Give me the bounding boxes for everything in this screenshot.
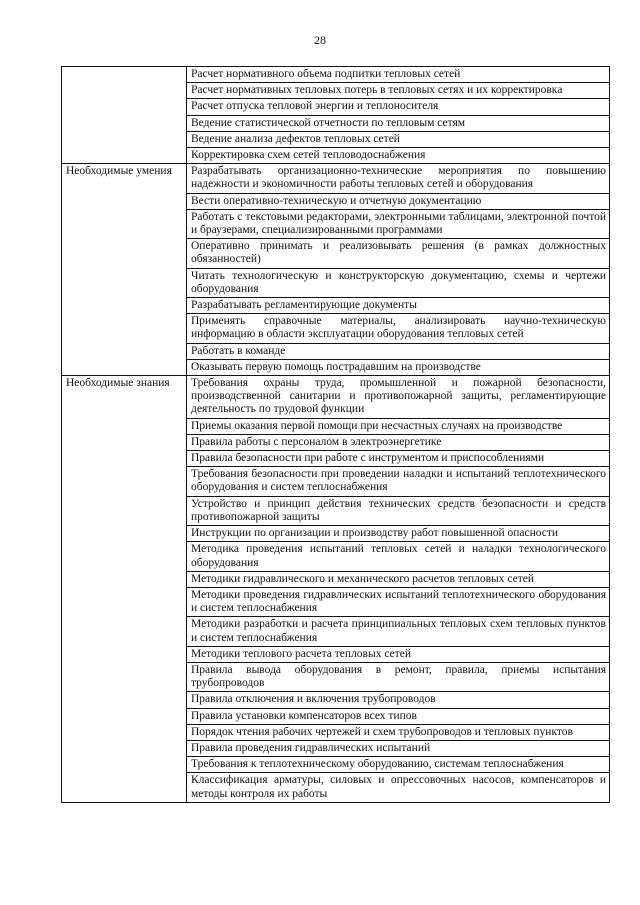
requirement-item: Работать с текстовыми редакторами, электронными таблицами, электронной почтой и браузерами, специализированными программами: [187, 209, 610, 238]
section-label: Необходимые умения: [62, 164, 187, 376]
requirement-item: Ведение анализа дефектов тепловых сетей: [187, 131, 610, 147]
requirement-item: Методики проведения гидравлических испытаний теплотехнического оборудования и систем теплоснабжения: [187, 587, 610, 616]
table-body: [62, 67, 610, 803]
requirement-item: Требования к теплотехническому оборудованию, системам теплоснабжения: [187, 757, 610, 773]
requirement-item: Правила работы с персоналом в электроэнергетике: [187, 434, 610, 450]
requirement-item: Методики разработки и расчета принципиальных тепловых схем тепловых пунктов и систем теплоснабжения: [187, 617, 610, 646]
requirement-item: Расчет отпуска тепловой энергии и теплоносителя: [187, 99, 610, 115]
requirement-item: Разрабатывать регламентирующие документы: [187, 298, 610, 314]
requirement-item: Правила установки компенсаторов всех типов: [187, 708, 610, 724]
requirement-item: Методики гидравлического и механического расчетов тепловых сетей: [187, 571, 610, 587]
requirement-item: Оказывать первую помощь пострадавшим на производстве: [187, 359, 610, 375]
requirement-item: Методика проведения испытаний тепловых сетей и наладки технологического оборудования: [187, 542, 610, 571]
requirement-item: Правила проведения гидравлических испытаний: [187, 740, 610, 756]
requirement-item: Приемы оказания первой помощи при несчастных случаях на производстве: [187, 418, 610, 434]
requirement-item: Правила безопасности при работе с инструментом и приспособлениями: [187, 451, 610, 467]
requirement-item: Оперативно принимать и реализовывать решения (в рамках должностных обязанностей): [187, 239, 610, 268]
requirement-item: Корректировка схем сетей тепловодоснабжения: [187, 148, 610, 164]
requirement-item: Вести оперативно-техническую и отчетную документацию: [187, 193, 610, 209]
table-row: [62, 376, 610, 419]
requirement-item: Разрабатывать организационно-технические мероприятия по повышению надежности и экономичности работы тепловых сетей и оборудования: [187, 164, 610, 193]
requirement-item: Правила вывода оборудования в ремонт, правила, приемы испытания трубопроводов: [187, 662, 610, 691]
requirement-item: Требования охраны труда, промышленной и пожарной безопасности, производственной санитарии и противопожарной защиты, регламентирующие деятельность по трудовой функции: [187, 376, 610, 419]
requirement-item: Методики теплового расчета тепловых сетей: [187, 646, 610, 662]
requirement-item: Ведение статистической отчетности по тепловым сетям: [187, 115, 610, 131]
requirement-item: Расчет нормативных тепловых потерь в тепловых сетях и их корректировка: [187, 83, 610, 99]
page-number: 28: [314, 33, 326, 47]
section-label: Необходимые знания: [62, 376, 187, 803]
requirement-item: Порядок чтения рабочих чертежей и схем трубопроводов и тепловых пунктов: [187, 724, 610, 740]
section-label: [62, 67, 187, 164]
requirement-item: Применять справочные материалы, анализировать научно-техническую информацию в области эксплуатации оборудования тепловых сетей: [187, 314, 610, 343]
table-row: [62, 67, 610, 83]
requirement-item: Расчет нормативного объема подпитки тепловых сетей: [187, 67, 610, 83]
requirement-item: Классификация арматуры, силовых и опрессовочных насосов, компенсаторов и методы контроля их работы: [187, 773, 610, 802]
requirement-item: Правила отключения и включения трубопроводов: [187, 692, 610, 708]
requirement-item: Работать в команде: [187, 343, 610, 359]
requirement-item: Читать технологическую и конструкторскую документацию, схемы и чертежи оборудования: [187, 268, 610, 297]
requirement-item: Требования безопасности при проведении наладки и испытаний теплотехнического оборудования и систем теплоснабжения: [187, 467, 610, 496]
requirement-item: Устройство и принцип действия технических средств безопасности и средств противопожарной защиты: [187, 496, 610, 525]
requirement-item: Инструкции по организации и производству работ повышенной опасности: [187, 526, 610, 542]
table-row: [62, 164, 610, 193]
competency-table: [61, 66, 610, 803]
